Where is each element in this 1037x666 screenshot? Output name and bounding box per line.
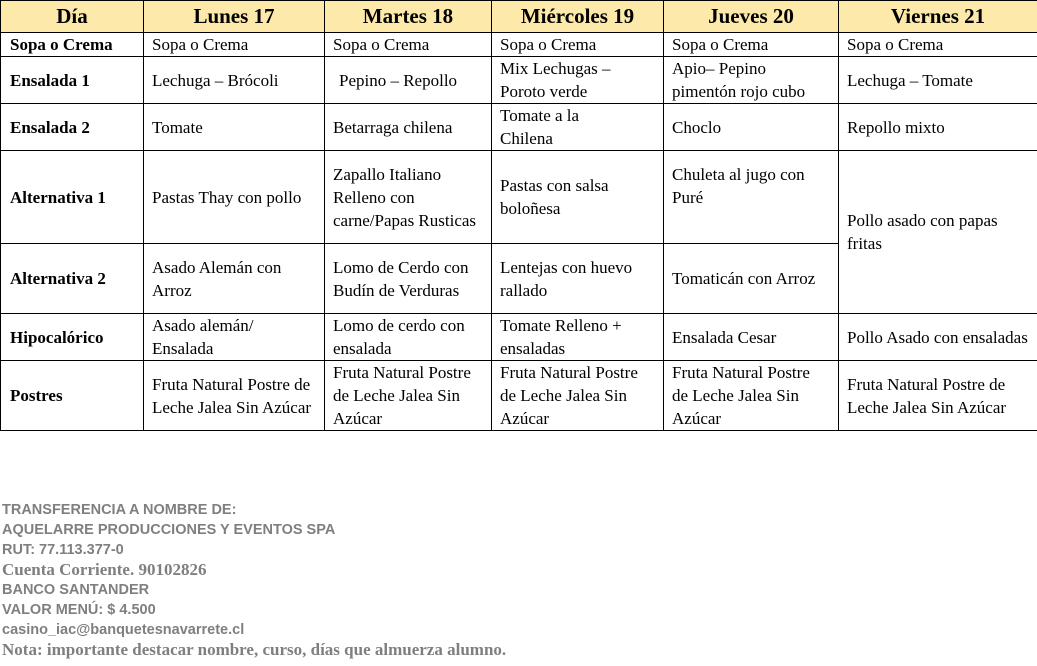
table-cell: Sopa o Crema (839, 33, 1037, 57)
row-label: Ensalada 1 (1, 57, 144, 104)
table-cell: Zapallo Italiano Relleno con carne/Papas Rusticas (325, 151, 492, 244)
table-cell: Tomate a la Chilena (492, 104, 664, 151)
table-cell: Fruta Natural Postre de Leche Jalea Sin Azúcar (492, 361, 664, 431)
table-cell: Pollo asado con papas fritas (839, 151, 1037, 314)
table-row (1, 151, 1037, 244)
table-cell: Betarraga chilena (325, 104, 492, 151)
table-cell: Pepino – Repollo (325, 57, 492, 104)
table-cell: Lomo de cerdo con ensalada (325, 314, 492, 361)
header-row (1, 1, 1037, 33)
table-row (1, 104, 1037, 151)
table-cell: Tomaticán con Arroz (664, 244, 839, 314)
table-cell: Asado Alemán con Arroz (144, 244, 325, 314)
rut: RUT: 77.113.377-0 (2, 542, 124, 558)
table-cell: Sopa o Crema (664, 33, 839, 57)
table-cell: Chuleta al jugo con Puré (664, 151, 839, 244)
row-label: Ensalada 2 (1, 104, 144, 151)
table-cell: Pollo Asado con ensaladas (839, 314, 1037, 361)
header-dia: Día (1, 1, 144, 33)
table-cell: Pastas Thay con pollo (144, 151, 325, 244)
row-label: Alternativa 1 (1, 151, 144, 244)
table-cell: Lentejas con huevo rallado (492, 244, 664, 314)
table-cell: Sopa o Crema (144, 33, 325, 57)
table-cell: Mix Lechugas – Poroto verde (492, 57, 664, 104)
row-label: Postres (1, 361, 144, 431)
table-cell: Asado alemán/ Ensalada (144, 314, 325, 361)
menu-price: VALOR MENÚ: $ 4.500 (2, 602, 156, 618)
table-cell: Sopa o Crema (325, 33, 492, 57)
header-miercoles: Miércoles 19 (492, 1, 664, 33)
contact-email: casino_iac@banquetesnavarrete.cl (2, 622, 245, 638)
table-cell: Fruta Natural Postre de Leche Jalea Sin Azúcar (839, 361, 1037, 431)
header-jueves: Jueves 20 (664, 1, 839, 33)
header-martes: Martes 18 (325, 1, 492, 33)
header-viernes: Viernes 21 (839, 1, 1037, 33)
table-row (1, 361, 1037, 431)
table-cell: Choclo (664, 104, 839, 151)
table-row (1, 314, 1037, 361)
table-cell: Ensalada Cesar (664, 314, 839, 361)
table-cell: Tomate Relleno + ensaladas (492, 314, 664, 361)
table-cell: Lechuga – Tomate (839, 57, 1037, 104)
account-number: Cuenta Corriente. 90102826 (2, 560, 207, 579)
transfer-heading: TRANSFERENCIA A NOMBRE DE: (2, 502, 237, 518)
row-label: Sopa o Crema (1, 33, 144, 57)
bank-name: BANCO SANTANDER (2, 582, 150, 598)
table-cell: Apio– Pepino pimentón rojo cubo (664, 57, 839, 104)
table-row (1, 57, 1037, 104)
table-cell: Sopa o Crema (492, 33, 664, 57)
header-lunes: Lunes 17 (144, 1, 325, 33)
payment-info (2, 500, 506, 660)
table-cell: Fruta Natural Postre de Leche Jalea Sin Azúcar (664, 361, 839, 431)
table-cell: Repollo mixto (839, 104, 1037, 151)
row-label: Alternativa 2 (1, 244, 144, 314)
note: Nota: importante destacar nombre, curso, días que almuerza alumno. (2, 640, 507, 659)
table-row (1, 33, 1037, 57)
table-cell: Tomate (144, 104, 325, 151)
row-label: Hipocalórico (1, 314, 144, 361)
table-cell: Fruta Natural Postre de Leche Jalea Sin Azúcar (325, 361, 492, 431)
table-cell: Fruta Natural Postre de Leche Jalea Sin Azúcar (144, 361, 325, 431)
company-name: AQUELARRE PRODUCCIONES Y EVENTOS SPA (2, 522, 336, 538)
table-cell: Lomo de Cerdo con Budín de Verduras (325, 244, 492, 314)
table-cell: Pastas con salsa boloñesa (492, 151, 664, 244)
table-cell: Lechuga – Brócoli (144, 57, 325, 104)
